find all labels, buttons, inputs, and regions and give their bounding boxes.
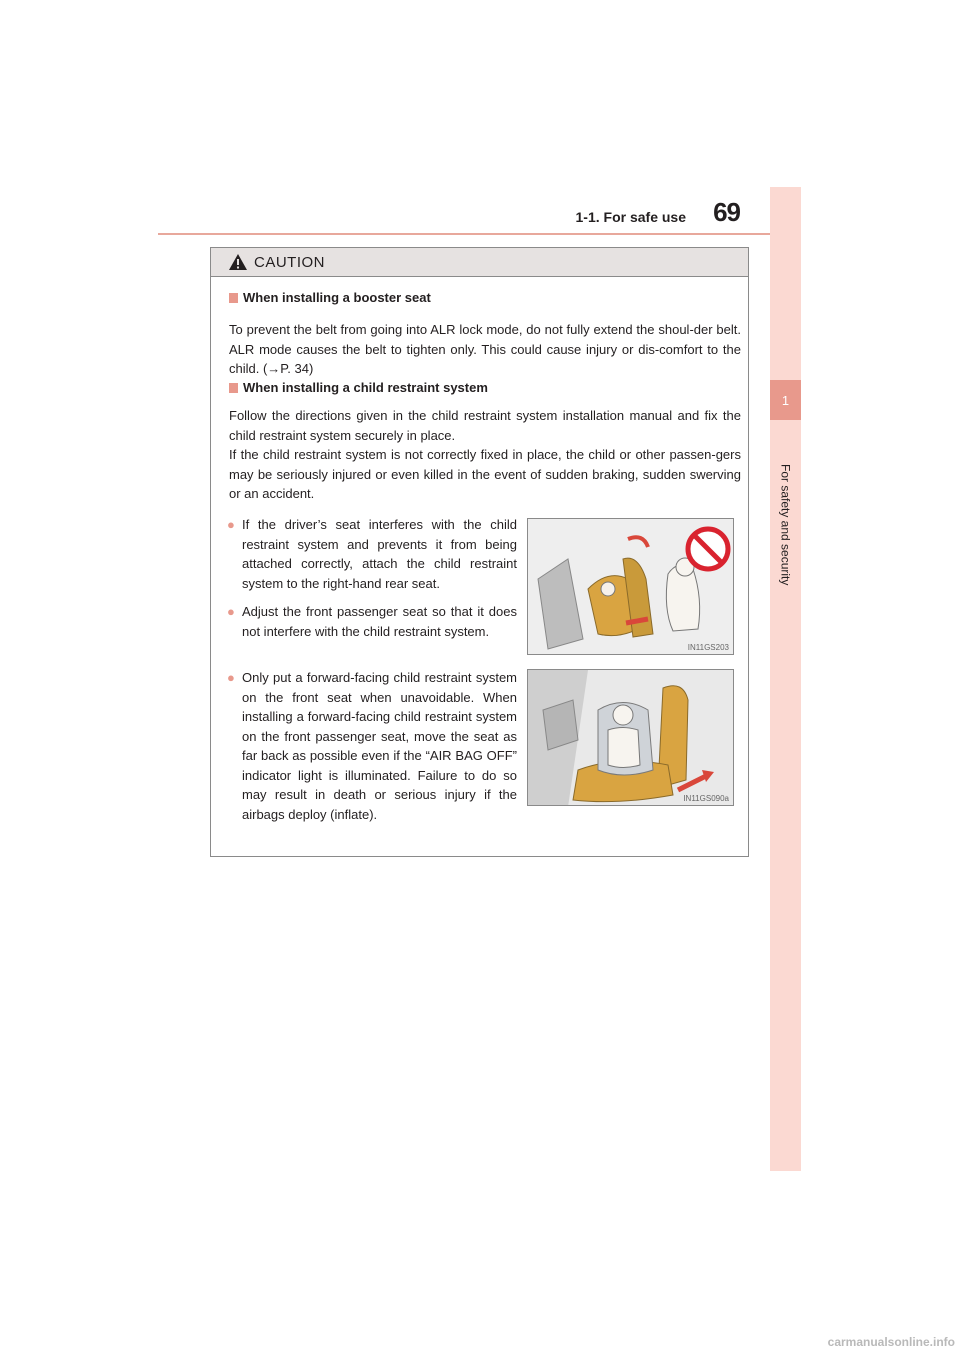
seat-interference-illustration: [528, 519, 734, 655]
booster-seat-paragraph: To prevent the belt from going into ALR lock mode, do not fully extend the shoul-der belt. ALR mode causes the belt to tighten only. This could cause injury or dis-comfort to the child. (→P. 34): [229, 322, 741, 376]
chapter-label-text: For safety and security: [778, 464, 793, 586]
booster-seat-heading-text: When installing a booster seat: [243, 290, 431, 305]
warning-triangle-icon: [228, 253, 248, 271]
heading-marker-icon: [229, 383, 238, 393]
bullet-item: [227, 668, 517, 824]
chapter-number: 1: [770, 380, 801, 420]
caution-header: [211, 248, 748, 277]
forward-facing-seat-illustration: [528, 670, 734, 806]
bullet-text: Only put a forward-facing child restraint system on the front seat when unavoidable. When installing a forward-facing child restraint system on the front passenger seat, move the seat as far back as possible even if the “AIR BAG OFF” indicator light is illuminated. Failure to do so may result in death or serious injury if the airbags deploy (inflate).: [242, 670, 517, 822]
bullet-dot-icon: ●: [227, 604, 235, 619]
child-restraint-paragraph-2: If the child restraint system is not correctly fixed in place, the child or other passen-gers may be seriously injured or even killed in the event of sudden braking, sudden swerving or an accident.: [229, 447, 741, 501]
bullet-dot-icon: ●: [227, 517, 235, 532]
child-restraint-heading: [229, 380, 488, 395]
figure-code: IN11GS090a: [683, 794, 729, 803]
bullet-dot-icon: ●: [227, 670, 235, 685]
figure-code: IN11GS203: [687, 643, 729, 652]
heading-marker-icon: [229, 293, 238, 303]
figure-driver-seat-interference: [527, 518, 734, 655]
chapter-side-tab: [770, 187, 801, 1171]
section-title: 1-1. For safe use: [575, 209, 686, 225]
header-rule: [158, 233, 800, 235]
chapter-label: [770, 435, 801, 615]
watermark: carmanualsonline.info: [827, 1335, 955, 1349]
caution-label: CAUTION: [254, 253, 325, 271]
child-restraint-paragraph-1: Follow the directions given in the child restraint system installation manual and fix the child restraint system securely in place.: [229, 408, 741, 443]
figure-forward-facing-seat: [527, 669, 734, 806]
bullet-text: Adjust the front passenger seat so that it does not interfere with the child restraint system.: [242, 604, 517, 639]
page-number: 69: [713, 197, 740, 227]
child-restraint-heading-text: When installing a child restraint system: [243, 380, 488, 395]
bullet-text: If the driver’s seat interferes with the child restraint system and prevents it from being attached correctly, attach the child restraint system to the right-hand rear seat.: [242, 517, 517, 591]
bullet-item: [227, 602, 517, 641]
bullet-item: [227, 515, 517, 593]
booster-seat-heading: [229, 290, 431, 305]
caution-box: [210, 247, 749, 857]
